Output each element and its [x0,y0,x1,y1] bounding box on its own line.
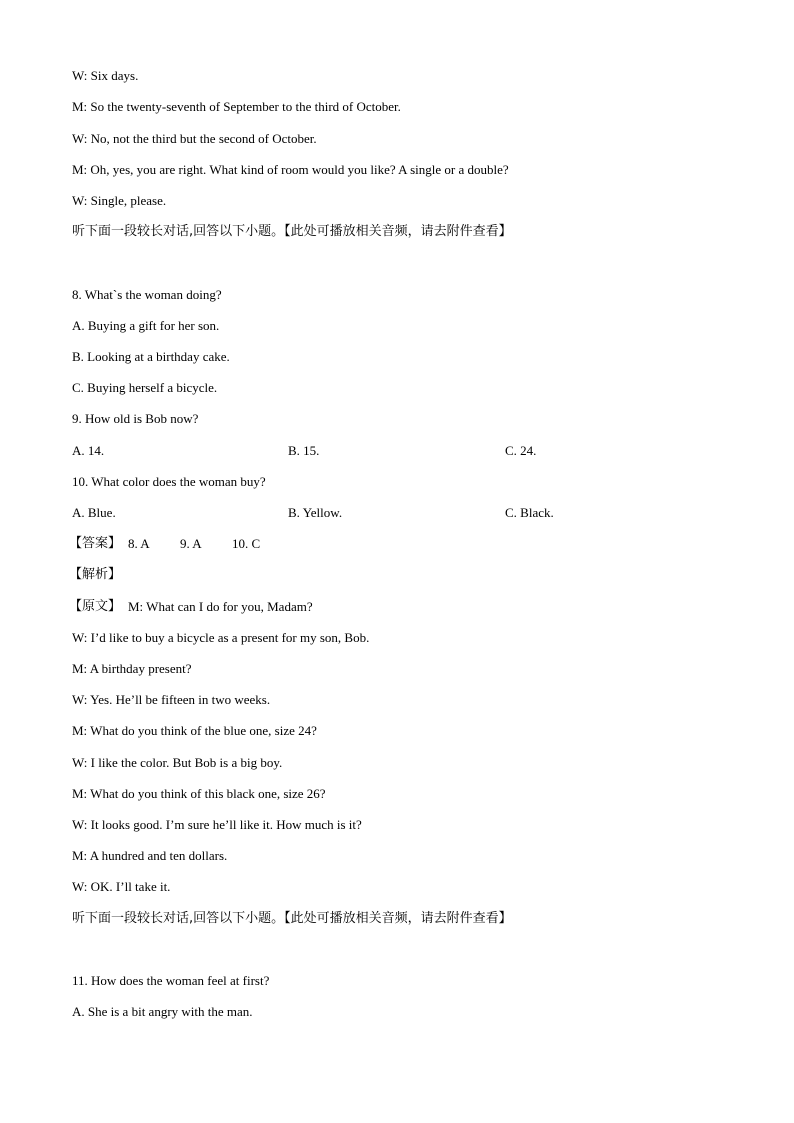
dialogue-line: W: OK. I’ll take it. [72,879,171,894]
dialogue-line: M: A hundred and ten dollars. [72,848,228,863]
listening-instruction: 听下面一段较长对话,回答以下小题。【此处可播放相关音频，请去附件查看】 [72,911,512,926]
dialogue-line: M: So the twenty-seventh of September to the third of October. [72,99,401,114]
q8-option-a: A. Buying a gift for her son. [72,318,220,333]
q10-option-b: B. Yellow. [288,505,343,520]
listening-instruction: 听下面一段较长对话,回答以下小题。【此处可播放相关音频，请去附件查看】 [72,224,512,239]
dialogue-line: W: No, not the third but the second of October. [72,131,317,146]
dialogue-line: W: Six days. [72,68,139,83]
q8-option-b: B. Looking at a birthday cake. [72,349,230,364]
q8-option-c: C. Buying herself a bicycle. [72,380,218,395]
answer-line [69,536,732,552]
q9-option-a: A. 14. [72,443,105,458]
original-text-line [69,599,732,615]
question-9: 9. How old is Bob now? [72,411,199,426]
dialogue-line: W: Yes. He’ll be fifteen in two weeks. [72,692,271,707]
dialogue-line: W: Single, please. [72,193,167,208]
q9-option-b: B. 15. [288,443,320,458]
dialogue-line: M: Oh, yes, you are right. What kind of room would you like? A single or a double? [72,162,509,177]
answer-label: 【答案】 [69,536,122,551]
question-10: 10. What color does the woman buy? [72,474,266,489]
dialogue-line: M: What can I do for you, Madam? [128,599,313,614]
q10-option-a: A. Blue. [72,505,116,520]
dialogue-line: M: What do you think of this black one, size 26? [72,786,326,801]
analysis-label: 【解析】 [69,567,122,582]
q9-options [72,443,732,459]
dialogue-line: M: What do you think of the blue one, size 24? [72,723,317,738]
dialogue-line: W: I like the color. But Bob is a big boy. [72,755,283,770]
q10-options [72,505,732,521]
answer-item: 9. A [180,536,202,551]
q11-option-a: A. She is a bit angry with the man. [72,1004,253,1019]
q10-option-c: C. Black. [505,505,554,520]
dialogue-line: W: I’d like to buy a bicycle as a present for my son, Bob. [72,630,370,645]
original-label: 【原文】 [69,599,122,614]
question-8: 8. What`s the woman doing? [72,287,222,302]
answer-item: 10. C [232,536,261,551]
dialogue-line: W: It looks good. I’m sure he’ll like it. How much is it? [72,817,362,832]
question-11: 11. How does the woman feel at first? [72,973,270,988]
q9-option-c: C. 24. [505,443,537,458]
answer-item: 8. A [128,536,150,551]
dialogue-line: M: A birthday present? [72,661,192,676]
